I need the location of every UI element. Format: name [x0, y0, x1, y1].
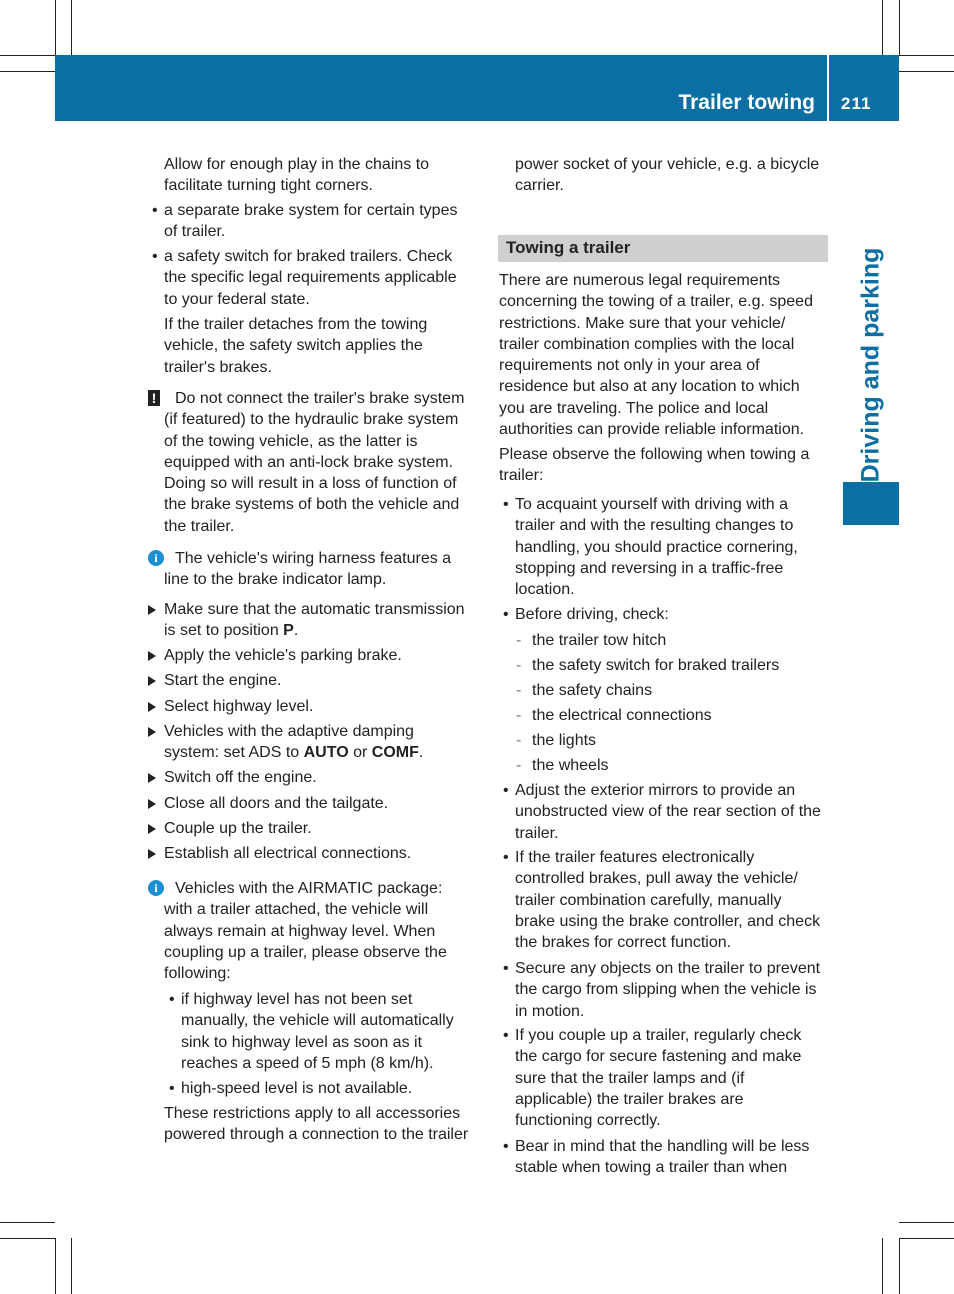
text-line: functioning correctly.: [515, 1112, 661, 1130]
text-line: Adjust the exterior mirrors to provide an: [515, 782, 796, 799]
text-line: vehicle, the safety switch applies the: [164, 337, 423, 355]
text-line: trailer combination complies with the local: [499, 335, 795, 353]
section-title: Towing a trailer: [506, 238, 631, 257]
text-line: the cargo from slipping when the vehicle is: [515, 981, 817, 999]
bullet-icon: •: [152, 202, 158, 219]
chapter-label: Driving and parking: [856, 247, 885, 483]
text-line: always remain at highway level. When: [164, 922, 436, 940]
crop-mark: [899, 1238, 954, 1239]
text-line: the safety chains: [532, 682, 653, 699]
text-line: Make sure that the automatic transmission: [164, 601, 465, 618]
paragraph: [164, 154, 429, 197]
check-item: [516, 680, 653, 701]
dash-icon: -: [516, 707, 522, 724]
text-line: following:: [164, 965, 231, 983]
text-line: the trailer.: [164, 517, 235, 535]
text-line: handling, you should practice cornering,: [515, 538, 798, 556]
info-icon: i: [148, 550, 164, 566]
text-line: the brakes for correct function.: [515, 934, 732, 952]
dash-icon: -: [516, 757, 522, 774]
text-line: the brake systems of both the vehicle and: [164, 496, 460, 514]
text-line: location.: [515, 581, 575, 599]
right-column-body: [499, 0, 834, 1294]
text-line: If the trailer detaches from the towing: [164, 316, 428, 333]
text-line: in motion.: [515, 1002, 585, 1020]
text-line: coupling up a trailer, please observe the: [164, 943, 447, 961]
bullet-icon: •: [503, 960, 509, 977]
triangle-arrow-icon: [148, 651, 156, 661]
text-line: controlled brakes, pull away the vehicle/: [515, 870, 798, 888]
crop-mark: [899, 55, 954, 56]
text-line: of the towing vehicle, as the latter is: [164, 432, 418, 450]
text-line: Couple up the trailer.: [164, 820, 312, 837]
text-line: trailer and with the resulting changes to: [515, 517, 794, 535]
text-line: requirements not only in your area of: [499, 357, 760, 375]
text-line: system: set ADS to AUTO or COMF.: [164, 744, 424, 762]
step-item: [148, 721, 488, 764]
text-line: authorities can provide reliable information.: [499, 421, 805, 439]
text-line: The vehicle's wiring harness features a: [175, 550, 452, 567]
list-item: [503, 604, 669, 625]
list-item: [152, 246, 457, 310]
step-item: [148, 793, 488, 814]
triangle-arrow-icon: [148, 676, 156, 686]
text-line: trailer's brakes.: [164, 358, 272, 376]
check-item: [516, 655, 780, 676]
text-line: to your federal state.: [164, 290, 310, 308]
check-item: [516, 730, 597, 751]
text-line: trailer combination carefully, manually: [515, 891, 782, 909]
triangle-arrow-icon: [148, 849, 156, 859]
text-line: Vehicles with the AIRMATIC package:: [175, 880, 443, 897]
crop-mark: [882, 0, 883, 55]
paragraph: [164, 1103, 468, 1146]
crop-mark: [899, 71, 954, 72]
page-title: Trailer towing: [678, 91, 815, 114]
text-line: Vehicles with the adaptive damping: [164, 723, 414, 740]
text-line: Switch off the engine.: [164, 769, 317, 786]
text-line: a separate brake system for certain types: [164, 202, 458, 219]
info-note: [148, 878, 488, 984]
text-line: restrictions. Make sure that your vehicle/: [499, 314, 786, 332]
warning-note: [148, 388, 488, 537]
crop-mark: [899, 0, 900, 55]
info-icon: i: [148, 880, 164, 896]
text-line: high-speed level is not available.: [181, 1080, 413, 1097]
crop-mark: [55, 1238, 56, 1294]
step-item: [148, 767, 488, 788]
text-line: These restrictions apply to all accessories: [164, 1105, 461, 1122]
crop-mark: [899, 1238, 900, 1294]
paragraph: [499, 444, 809, 487]
text-line: the lights: [532, 732, 597, 749]
bullet-icon: •: [503, 606, 509, 623]
step-item: [148, 599, 488, 642]
crop-mark: [0, 1238, 55, 1239]
text-line: the electrical connections: [532, 707, 712, 724]
triangle-arrow-icon: [148, 773, 156, 783]
crop-mark: [0, 55, 55, 56]
text-line: a safety switch for braked trailers. Check: [164, 248, 453, 265]
paragraph: [499, 270, 813, 440]
text-line: Establish all electrical connections.: [164, 845, 412, 862]
bullet-icon: •: [169, 991, 175, 1008]
text-line: facilitate turning tight corners.: [164, 177, 373, 195]
text-line: (if featured) to the hydraulic brake system: [164, 411, 459, 429]
text-line: of trailer.: [164, 223, 226, 241]
paragraph: [164, 314, 427, 378]
text-line: If you couple up a trailer, regularly check: [515, 1027, 802, 1044]
triangle-arrow-icon: [148, 605, 156, 615]
text-line: If the trailer features electronically: [515, 849, 755, 866]
text-line: power socket of your vehicle, e.g. a bicycle: [515, 156, 820, 173]
list-item: [503, 958, 821, 1022]
bullet-icon: •: [503, 849, 509, 866]
text-line: line to the brake indicator lamp.: [164, 571, 387, 589]
crop-mark: [71, 0, 72, 55]
step-item: [148, 818, 488, 839]
step-item: [148, 645, 488, 666]
text-line: the safety switch for braked trailers: [532, 657, 780, 674]
text-line: the specific legal requirements applicable: [164, 269, 457, 287]
text-line: Before driving, check:: [515, 606, 669, 623]
text-line: sure that the trailer lamps and (if: [515, 1069, 745, 1087]
list-item: [503, 780, 821, 844]
text-line: powered through a connection to the trailer: [164, 1126, 469, 1144]
text-line: unobstructed view of the rear section of the: [515, 803, 821, 821]
text-line: sink to highway level as soon as it: [181, 1033, 423, 1051]
text-line: trailer:: [499, 467, 544, 485]
text-line: Do not connect the trailer's brake system: [175, 390, 465, 407]
text-line: Allow for enough play in the chains to: [164, 156, 430, 173]
page-number: 211: [841, 94, 872, 113]
bullet-icon: •: [169, 1080, 175, 1097]
text-line: stopping and reversing in a traffic-free: [515, 559, 784, 577]
list-item: [503, 1136, 810, 1179]
text-line: the wheels: [532, 757, 609, 774]
bullet-icon: •: [503, 1138, 509, 1155]
check-item: [516, 705, 712, 726]
dash-icon: -: [516, 682, 522, 699]
text-line: the cargo for secure fastening and make: [515, 1048, 802, 1066]
text-line: There are numerous legal requirements: [499, 272, 781, 289]
text-line: reaches a speed of 5 mph (8 km/h).: [181, 1054, 434, 1072]
text-line: you are traveling. The police and local: [499, 399, 769, 417]
text-line: Please observe the following when towing a: [499, 446, 810, 463]
step-item: [148, 670, 488, 691]
dash-icon: -: [516, 632, 522, 649]
left-column: [148, 0, 488, 1294]
crop-mark: [71, 1238, 72, 1294]
step-item: [148, 696, 488, 717]
text-line: carrier.: [515, 177, 564, 195]
text-line: with a trailer attached, the vehicle will: [164, 901, 429, 919]
list-item: [152, 200, 458, 243]
check-item: [516, 630, 667, 651]
text-line: stable when towing a trailer than when: [515, 1159, 788, 1177]
exclamation-icon: !: [148, 390, 160, 406]
dash-icon: -: [516, 732, 522, 749]
list-item: [503, 1025, 802, 1131]
list-item: [169, 1078, 413, 1099]
bullet-icon: •: [152, 248, 158, 265]
crop-mark: [899, 1222, 954, 1223]
text-line: Secure any objects on the trailer to prevent: [515, 960, 821, 977]
list-item: [503, 847, 821, 953]
list-item: [169, 989, 454, 1074]
text-line: Start the engine.: [164, 672, 282, 689]
info-note: [148, 548, 488, 591]
text-line: Bear in mind that the handling will be less: [515, 1138, 810, 1155]
text-line: if highway level has not been set: [181, 991, 413, 1008]
bullet-icon: •: [503, 782, 509, 799]
text-line: the trailer tow hitch: [532, 632, 667, 649]
text-line: Select highway level.: [164, 698, 314, 715]
bullet-icon: •: [503, 1027, 509, 1044]
step-item: [148, 843, 488, 864]
text-line: trailer.: [515, 824, 559, 842]
text-line: Doing so will result in a loss of function of: [164, 475, 457, 493]
triangle-arrow-icon: [148, 799, 156, 809]
text-line: manually, the vehicle will automatically: [181, 1012, 454, 1030]
crop-mark: [0, 1222, 55, 1223]
triangle-arrow-icon: [148, 702, 156, 712]
text-line: To acquaint yourself with driving with a: [515, 496, 789, 513]
text-line: brake using the brake controller, and check: [515, 912, 821, 930]
text-line: is set to position P.: [164, 622, 299, 640]
text-line: applicable) the trailer brakes are: [515, 1090, 744, 1108]
text-line: concerning the towing of a trailer, e.g. speed: [499, 293, 813, 311]
text-line: Apply the vehicle's parking brake.: [164, 647, 402, 664]
crop-mark: [882, 1238, 883, 1294]
text-line: Close all doors and the tailgate.: [164, 795, 389, 812]
triangle-arrow-icon: [148, 727, 156, 737]
text-line: residence but also at any location to which: [499, 378, 800, 396]
crop-mark: [0, 71, 55, 72]
text-line: equipped with an anti-lock brake system.: [164, 453, 454, 471]
check-item: [516, 755, 609, 776]
crop-mark: [55, 0, 56, 55]
dash-icon: -: [516, 657, 522, 674]
list-item: [503, 494, 798, 600]
chapter-tab: [843, 482, 899, 525]
bullet-icon: •: [503, 496, 509, 513]
triangle-arrow-icon: [148, 824, 156, 834]
